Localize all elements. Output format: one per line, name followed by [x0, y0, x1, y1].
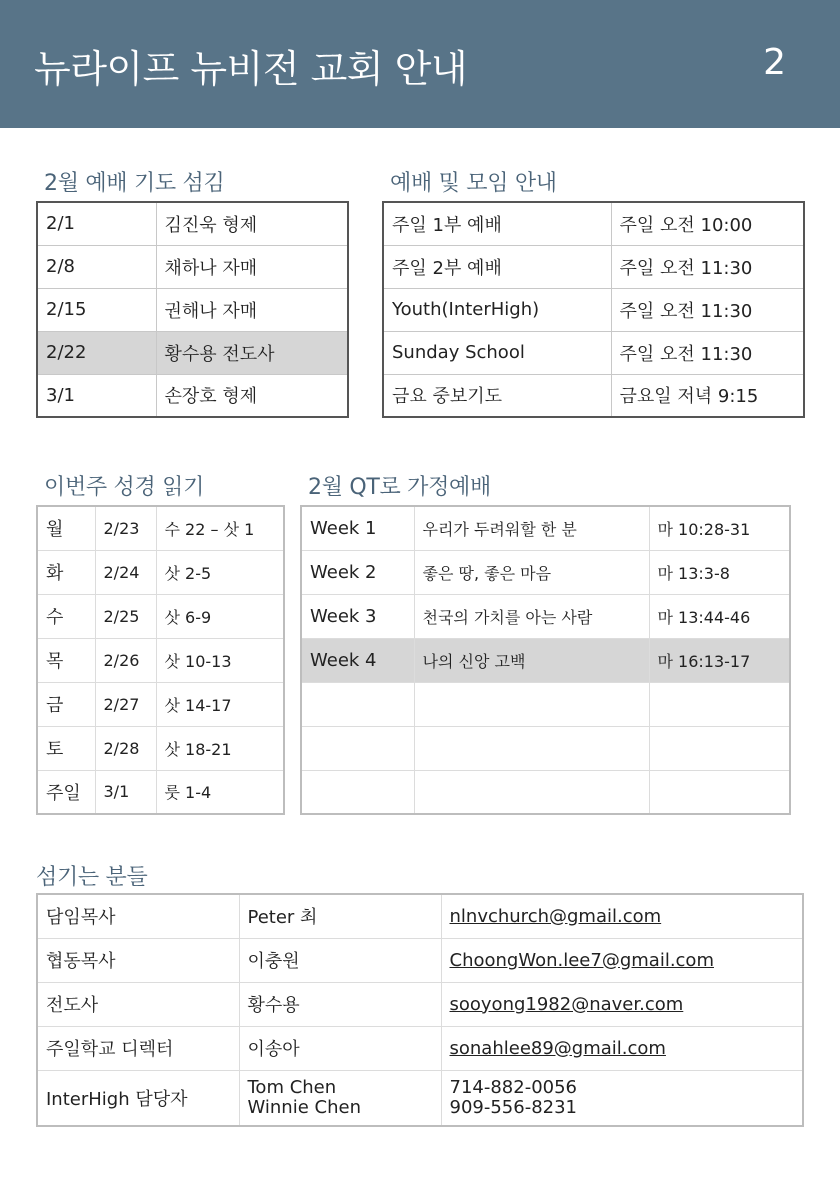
reading-date: 2/27 — [95, 682, 156, 726]
prayer-row — [37, 202, 348, 245]
reading-passage: 삿 10-13 — [156, 638, 284, 682]
staff-row — [37, 982, 803, 1026]
qt-week: Week 1 — [301, 506, 414, 550]
services-table — [382, 201, 805, 418]
reading-row — [37, 770, 284, 814]
prayer-row — [37, 288, 348, 331]
qt-row-highlighted — [301, 638, 790, 682]
qt-passage — [649, 682, 790, 726]
service-row — [383, 288, 804, 331]
prayer-date: 3/1 — [37, 374, 156, 417]
staff-role: 협동목사 — [37, 938, 239, 982]
reading-date: 2/26 — [95, 638, 156, 682]
reading-table — [36, 505, 285, 815]
staff-email-link[interactable]: ChoongWon.lee7@gmail.com — [449, 949, 714, 971]
reading-row — [37, 682, 284, 726]
qt-passage — [649, 770, 790, 814]
service-name: Youth(InterHigh) — [383, 288, 611, 331]
prayer-date: 2/22 — [37, 331, 156, 374]
reading-row — [37, 506, 284, 550]
qt-week: Week 2 — [301, 550, 414, 594]
service-time: 주일 오전 11:30 — [611, 331, 804, 374]
header-title: 뉴라이프 뉴비전 교회 안내 — [34, 47, 468, 91]
reading-date: 2/23 — [95, 506, 156, 550]
qt-passage: 마 13:44-46 — [649, 594, 790, 638]
prayer-name: 손장호 형제 — [156, 374, 348, 417]
reading-date: 2/28 — [95, 726, 156, 770]
qt-week — [301, 770, 414, 814]
qt-passage: 마 16:13-17 — [649, 638, 790, 682]
staff-table — [36, 893, 804, 1127]
service-row — [383, 202, 804, 245]
service-name: Sunday School — [383, 331, 611, 374]
service-time: 주일 오전 11:30 — [611, 288, 804, 331]
qt-section-title: 2월 QT로 가정예배 — [308, 475, 491, 500]
prayer-name: 권해나 자매 — [156, 288, 348, 331]
prayer-table — [36, 201, 349, 418]
reading-passage: 수 22 – 삿 1 — [156, 506, 284, 550]
reading-row — [37, 726, 284, 770]
qt-week — [301, 726, 414, 770]
reading-section-title: 이번주 성경 읽기 — [44, 475, 205, 500]
staff-phone-1: 714-882-0056 — [449, 1076, 578, 1098]
reading-passage: 삿 6-9 — [156, 594, 284, 638]
service-name: 금요 중보기도 — [383, 374, 611, 417]
staff-role: 주일학교 디렉터 — [37, 1026, 239, 1070]
services-section-title: 예배 및 모임 안내 — [390, 171, 557, 196]
staff-role: InterHigh 담당자 — [37, 1070, 239, 1126]
staff-email-link[interactable]: sonahlee89@gmail.com — [449, 1037, 666, 1059]
service-row — [383, 245, 804, 288]
qt-topic — [414, 770, 649, 814]
qt-topic: 좋은 땅, 좋은 마음 — [414, 550, 649, 594]
qt-row — [301, 594, 790, 638]
staff-row — [37, 938, 803, 982]
qt-topic — [414, 726, 649, 770]
qt-passage: 마 10:28-31 — [649, 506, 790, 550]
staff-names — [239, 1070, 441, 1126]
prayer-row — [37, 245, 348, 288]
qt-topic: 천국의 가치를 아는 사람 — [414, 594, 649, 638]
prayer-section-title: 2월 예배 기도 섬김 — [44, 171, 225, 196]
staff-name: 이충원 — [239, 938, 441, 982]
qt-row — [301, 550, 790, 594]
reading-day: 목 — [37, 638, 95, 682]
reading-passage: 룻 1-4 — [156, 770, 284, 814]
service-row — [383, 374, 804, 417]
staff-role: 담임목사 — [37, 894, 239, 938]
staff-name-2: Winnie Chen — [247, 1096, 361, 1118]
reading-passage: 삿 2-5 — [156, 550, 284, 594]
qt-passage — [649, 726, 790, 770]
staff-email-link[interactable]: nlnvchurch@gmail.com — [449, 905, 662, 927]
reading-date: 3/1 — [95, 770, 156, 814]
service-name: 주일 2부 예배 — [383, 245, 611, 288]
staff-section-title: 섬기는 분들 — [36, 865, 148, 890]
staff-phone-2: 909-556-8231 — [449, 1096, 578, 1118]
reading-day: 월 — [37, 506, 95, 550]
service-time: 주일 오전 11:30 — [611, 245, 804, 288]
reading-row — [37, 550, 284, 594]
page-number: 2 — [763, 42, 786, 83]
page-header — [0, 0, 840, 128]
reading-day: 토 — [37, 726, 95, 770]
reading-day: 수 — [37, 594, 95, 638]
reading-day: 주일 — [37, 770, 95, 814]
prayer-name: 황수용 전도사 — [156, 331, 348, 374]
reading-passage: 삿 14-17 — [156, 682, 284, 726]
service-row — [383, 331, 804, 374]
qt-topic: 나의 신앙 고백 — [414, 638, 649, 682]
prayer-row — [37, 374, 348, 417]
staff-role: 전도사 — [37, 982, 239, 1026]
staff-phones — [441, 1070, 803, 1126]
prayer-date: 2/15 — [37, 288, 156, 331]
qt-topic: 우리가 두려워할 한 분 — [414, 506, 649, 550]
staff-row-interhigh — [37, 1070, 803, 1126]
qt-week: Week 4 — [301, 638, 414, 682]
staff-email-link[interactable]: sooyong1982@naver.com — [449, 993, 684, 1015]
staff-row — [37, 1026, 803, 1070]
qt-topic — [414, 682, 649, 726]
qt-row-empty — [301, 770, 790, 814]
qt-table — [300, 505, 791, 815]
reading-day: 금 — [37, 682, 95, 726]
staff-name: 황수용 — [239, 982, 441, 1026]
qt-row — [301, 506, 790, 550]
qt-row-empty — [301, 726, 790, 770]
reading-date: 2/25 — [95, 594, 156, 638]
qt-row-empty — [301, 682, 790, 726]
reading-date: 2/24 — [95, 550, 156, 594]
prayer-date: 2/8 — [37, 245, 156, 288]
reading-passage: 삿 18-21 — [156, 726, 284, 770]
reading-row — [37, 638, 284, 682]
prayer-date: 2/1 — [37, 202, 156, 245]
prayer-name: 채하나 자매 — [156, 245, 348, 288]
service-time: 금요일 저녁 9:15 — [611, 374, 804, 417]
service-name: 주일 1부 예배 — [383, 202, 611, 245]
qt-passage: 마 13:3-8 — [649, 550, 790, 594]
reading-row — [37, 594, 284, 638]
qt-week: Week 3 — [301, 594, 414, 638]
reading-day: 화 — [37, 550, 95, 594]
service-time: 주일 오전 10:00 — [611, 202, 804, 245]
staff-row — [37, 894, 803, 938]
prayer-name: 김진욱 형제 — [156, 202, 348, 245]
qt-week — [301, 682, 414, 726]
staff-name-1: Tom Chen — [247, 1076, 337, 1098]
staff-name: Peter 최 — [239, 894, 441, 938]
staff-name: 이송아 — [239, 1026, 441, 1070]
prayer-row-highlighted — [37, 331, 348, 374]
